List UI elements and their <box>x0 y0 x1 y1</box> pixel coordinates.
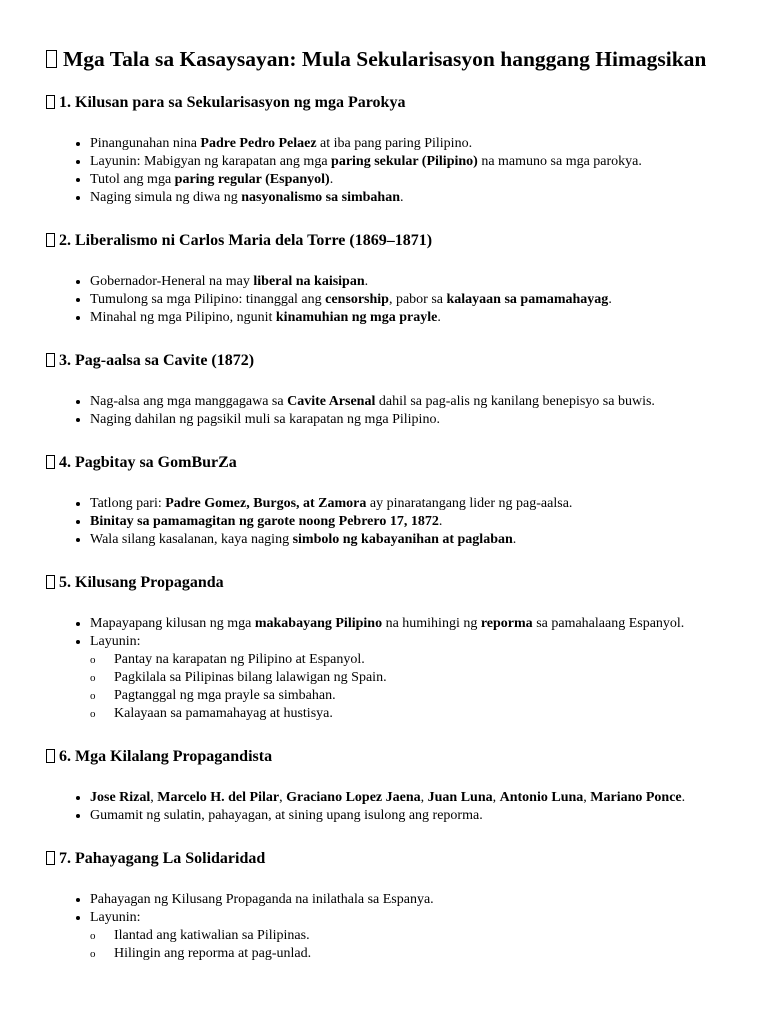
list-item: • Pahayagan ng Kilusang Propaganda na inilathala sa Espanya. <box>90 891 728 909</box>
section-heading-3: 3. Pag-aalsa sa Cavite (1872) <box>46 351 728 371</box>
sub-list-item: o Hilingin ang reporma at pag-unlad. <box>114 945 728 963</box>
missing-glyph-icon <box>46 353 55 367</box>
list-item: • Tutol ang mga paring regular (Espanyol). <box>90 171 728 189</box>
list-item: • Nag-alsa ang mga manggagawa sa Cavite Arsenal dahil sa pag-alis ng kanilang benepisyo sa buwis. <box>90 393 728 411</box>
sub-list <box>90 927 728 963</box>
list-item: • Gumamit ng sulatin, pahayagan, at sining upang isulong ang reporma. <box>90 807 728 825</box>
section-list-4 <box>46 495 728 549</box>
list-item: • Tumulong sa mga Pilipino: tinanggal ang censorship, pabor sa kalayaan sa pamamahayag. <box>90 291 728 309</box>
missing-glyph-icon <box>46 50 57 68</box>
sub-list-item: o Pantay na karapatan ng Pilipino at Espanyol. <box>114 651 728 669</box>
section-list-2 <box>46 273 728 327</box>
list-item: • Naging simula ng diwa ng nasyonalismo sa simbahan. <box>90 189 728 207</box>
list-item: • Naging dahilan ng pagsikil muli sa karapatan ng mga Pilipino. <box>90 411 728 429</box>
list-item: • Minahal ng mga Pilipino, ngunit kinamuhian ng mga prayle. <box>90 309 728 327</box>
page-title-text: Mga Tala sa Kasaysayan: Mula Sekularisasyon hanggang Himagsikan <box>63 47 707 71</box>
section-list-7 <box>46 891 728 963</box>
list-item: • Jose Rizal, Marcelo H. del Pilar, Graciano Lopez Jaena, Juan Luna, Antonio Luna, Mariano Ponce. <box>90 789 728 807</box>
missing-glyph-icon <box>46 233 55 247</box>
section-list-1 <box>46 135 728 207</box>
section-list-3 <box>46 393 728 429</box>
page-title <box>46 46 728 73</box>
list-item: • Binitay sa pamamagitan ng garote noong Pebrero 17, 1872. <box>90 513 728 531</box>
sub-list-item: o Pagkilala sa Pilipinas bilang lalawigan ng Spain. <box>114 669 728 687</box>
list-item: • Wala silang kasalanan, kaya naging simbolo ng kabayanihan at paglaban. <box>90 531 728 549</box>
missing-glyph-icon <box>46 455 55 469</box>
missing-glyph-icon <box>46 749 55 763</box>
section-heading-6: 6. Mga Kilalang Propagandista <box>46 747 728 767</box>
list-item: • Layunin: Mabigyan ng karapatan ang mga paring sekular (Pilipino) na mamuno sa mga parokya. <box>90 153 728 171</box>
sub-list-item: o Kalayaan sa pamamahayag at hustisya. <box>114 705 728 723</box>
missing-glyph-icon <box>46 851 55 865</box>
section-heading-7: 7. Pahayagang La Solidaridad <box>46 849 728 869</box>
missing-glyph-icon <box>46 575 55 589</box>
section-heading-1: 1. Kilusan para sa Sekularisasyon ng mga Parokya <box>46 93 728 113</box>
list-item: • Layunin: o Ilantad ang katiwalian sa Pilipinas. o Hilingin ang reporma at pag-unlad. <box>90 909 728 963</box>
sub-list <box>90 651 728 723</box>
missing-glyph-icon <box>46 95 55 109</box>
list-item: • Gobernador-Heneral na may liberal na kaisipan. <box>90 273 728 291</box>
section-heading-4: 4. Pagbitay sa GomBurZa <box>46 453 728 473</box>
list-item: • Pinangunahan nina Padre Pedro Pelaez at iba pang paring Pilipino. <box>90 135 728 153</box>
list-item: • Mapayapang kilusan ng mga makabayang Pilipino na humihingi ng reporma sa pamahalaang Espanyol. <box>90 615 728 633</box>
section-list-5 <box>46 615 728 723</box>
sub-list-item: o Pagtanggal ng mga prayle sa simbahan. <box>114 687 728 705</box>
section-heading-5: 5. Kilusang Propaganda <box>46 573 728 593</box>
sub-list-item: o Ilantad ang katiwalian sa Pilipinas. <box>114 927 728 945</box>
section-heading-2: 2. Liberalismo ni Carlos Maria dela Torre (1869–1871) <box>46 231 728 251</box>
list-item: • Tatlong pari: Padre Gomez, Burgos, at Zamora ay pinaratangang lider ng pag-aalsa. <box>90 495 728 513</box>
list-item: • Layunin: o Pantay na karapatan ng Pilipino at Espanyol. o Pagkilala sa Pilipinas bilang lalawigan ng Spain. o Pagtanggal ng mga prayle sa simbahan. o Kalayaan sa pamamahayag at hustisya. <box>90 633 728 723</box>
section-list-6 <box>46 789 728 825</box>
